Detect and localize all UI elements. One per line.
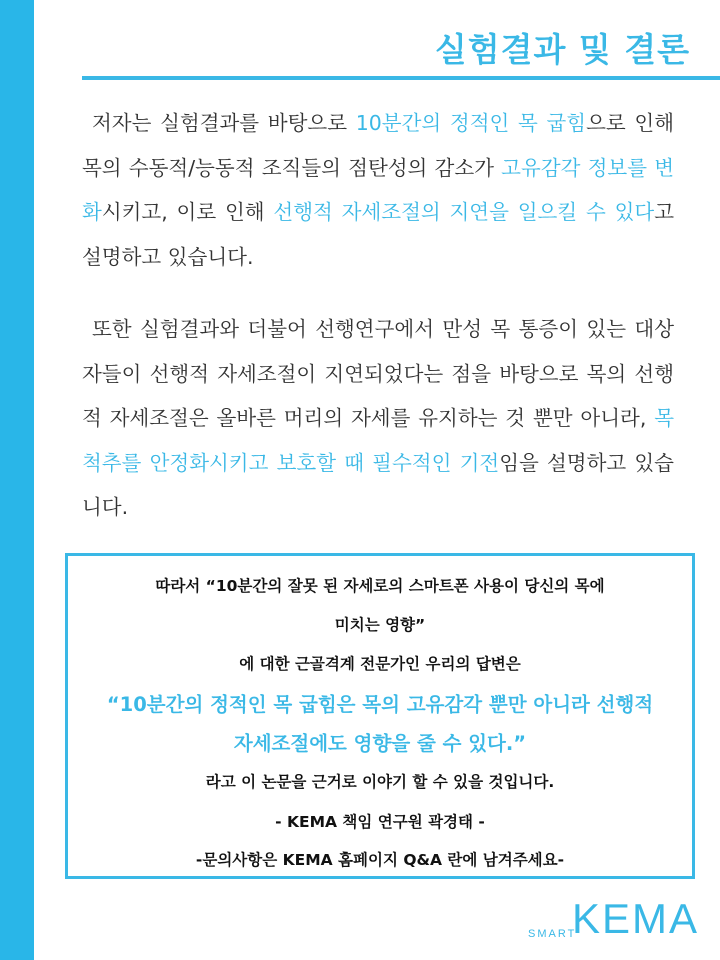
box-quote-2: 자세조절에도 영향을 줄 수 있다.” — [233, 732, 527, 755]
conclusion-box — [65, 553, 695, 879]
body-text: 또한 실험결과와 더불어 선행연구에서 만성 목 통증이 있는 대상자들이 선행적 자세조절이 지연되었다는 점을 바탕으로 목의 선행적 자세조절은 올바른 머리의 자세를 유지하는 것 뿐만 아니라, — [82, 317, 674, 430]
box-line-2: 미치는 영향” — [334, 616, 426, 634]
paragraph-1 — [82, 101, 674, 279]
box-quote-1: “10분간의 정적인 목 굽힘은 목의 고유감각 뿐만 아니라 선행적 — [106, 693, 654, 716]
body-text: 으로 인해 목의 수동적/능동적 조직들의 점탄성의 감소가 — [82, 111, 674, 180]
box-line-3: 에 대한 근골격계 전문가인 우리의 답변은 — [239, 655, 521, 673]
body-text: 임을 설명하고 있습니다. — [82, 450, 674, 519]
page-title: 실험결과 및 결론 — [434, 30, 690, 69]
body-text: 고 설명하고 있습니다. — [82, 200, 674, 269]
logo-smart-text: SMART — [528, 928, 577, 940]
body-text: 시키고, 이로 인해 — [101, 200, 274, 224]
contact-note: -문의사항은 KEMA 홈페이지 Q&A 란에 남겨주세요- — [195, 851, 565, 869]
title-underline — [82, 76, 720, 80]
box-line-4: 라고 이 논문을 근거로 이야기 할 수 있을 것입니다. — [205, 773, 555, 791]
highlight-text: 목 척추를 안정화시키고 보호할 때 필수적인 기전 — [82, 406, 674, 475]
highlight-text: 10분간의 정적인 목 굽힘 — [355, 111, 587, 135]
author-credit: - KEMA 책임 연구원 곽경태 - — [275, 813, 485, 831]
left-accent-bar — [0, 0, 34, 960]
body-text: 저자는 실험결과를 바탕으로 — [92, 111, 356, 135]
box-line-1: 따라서 “10분간의 잘못 된 자세로의 스마트폰 사용이 당신의 목에 — [155, 577, 605, 595]
smart-kema-logo — [528, 896, 698, 946]
highlight-text: 선행적 자세조절의 지연을 일으킬 수 있다 — [273, 200, 655, 224]
paragraph-2 — [82, 307, 674, 530]
highlight-text: 고유감각 정보를 변화 — [82, 155, 674, 224]
logo-kema-text: KEMA — [572, 895, 700, 942]
